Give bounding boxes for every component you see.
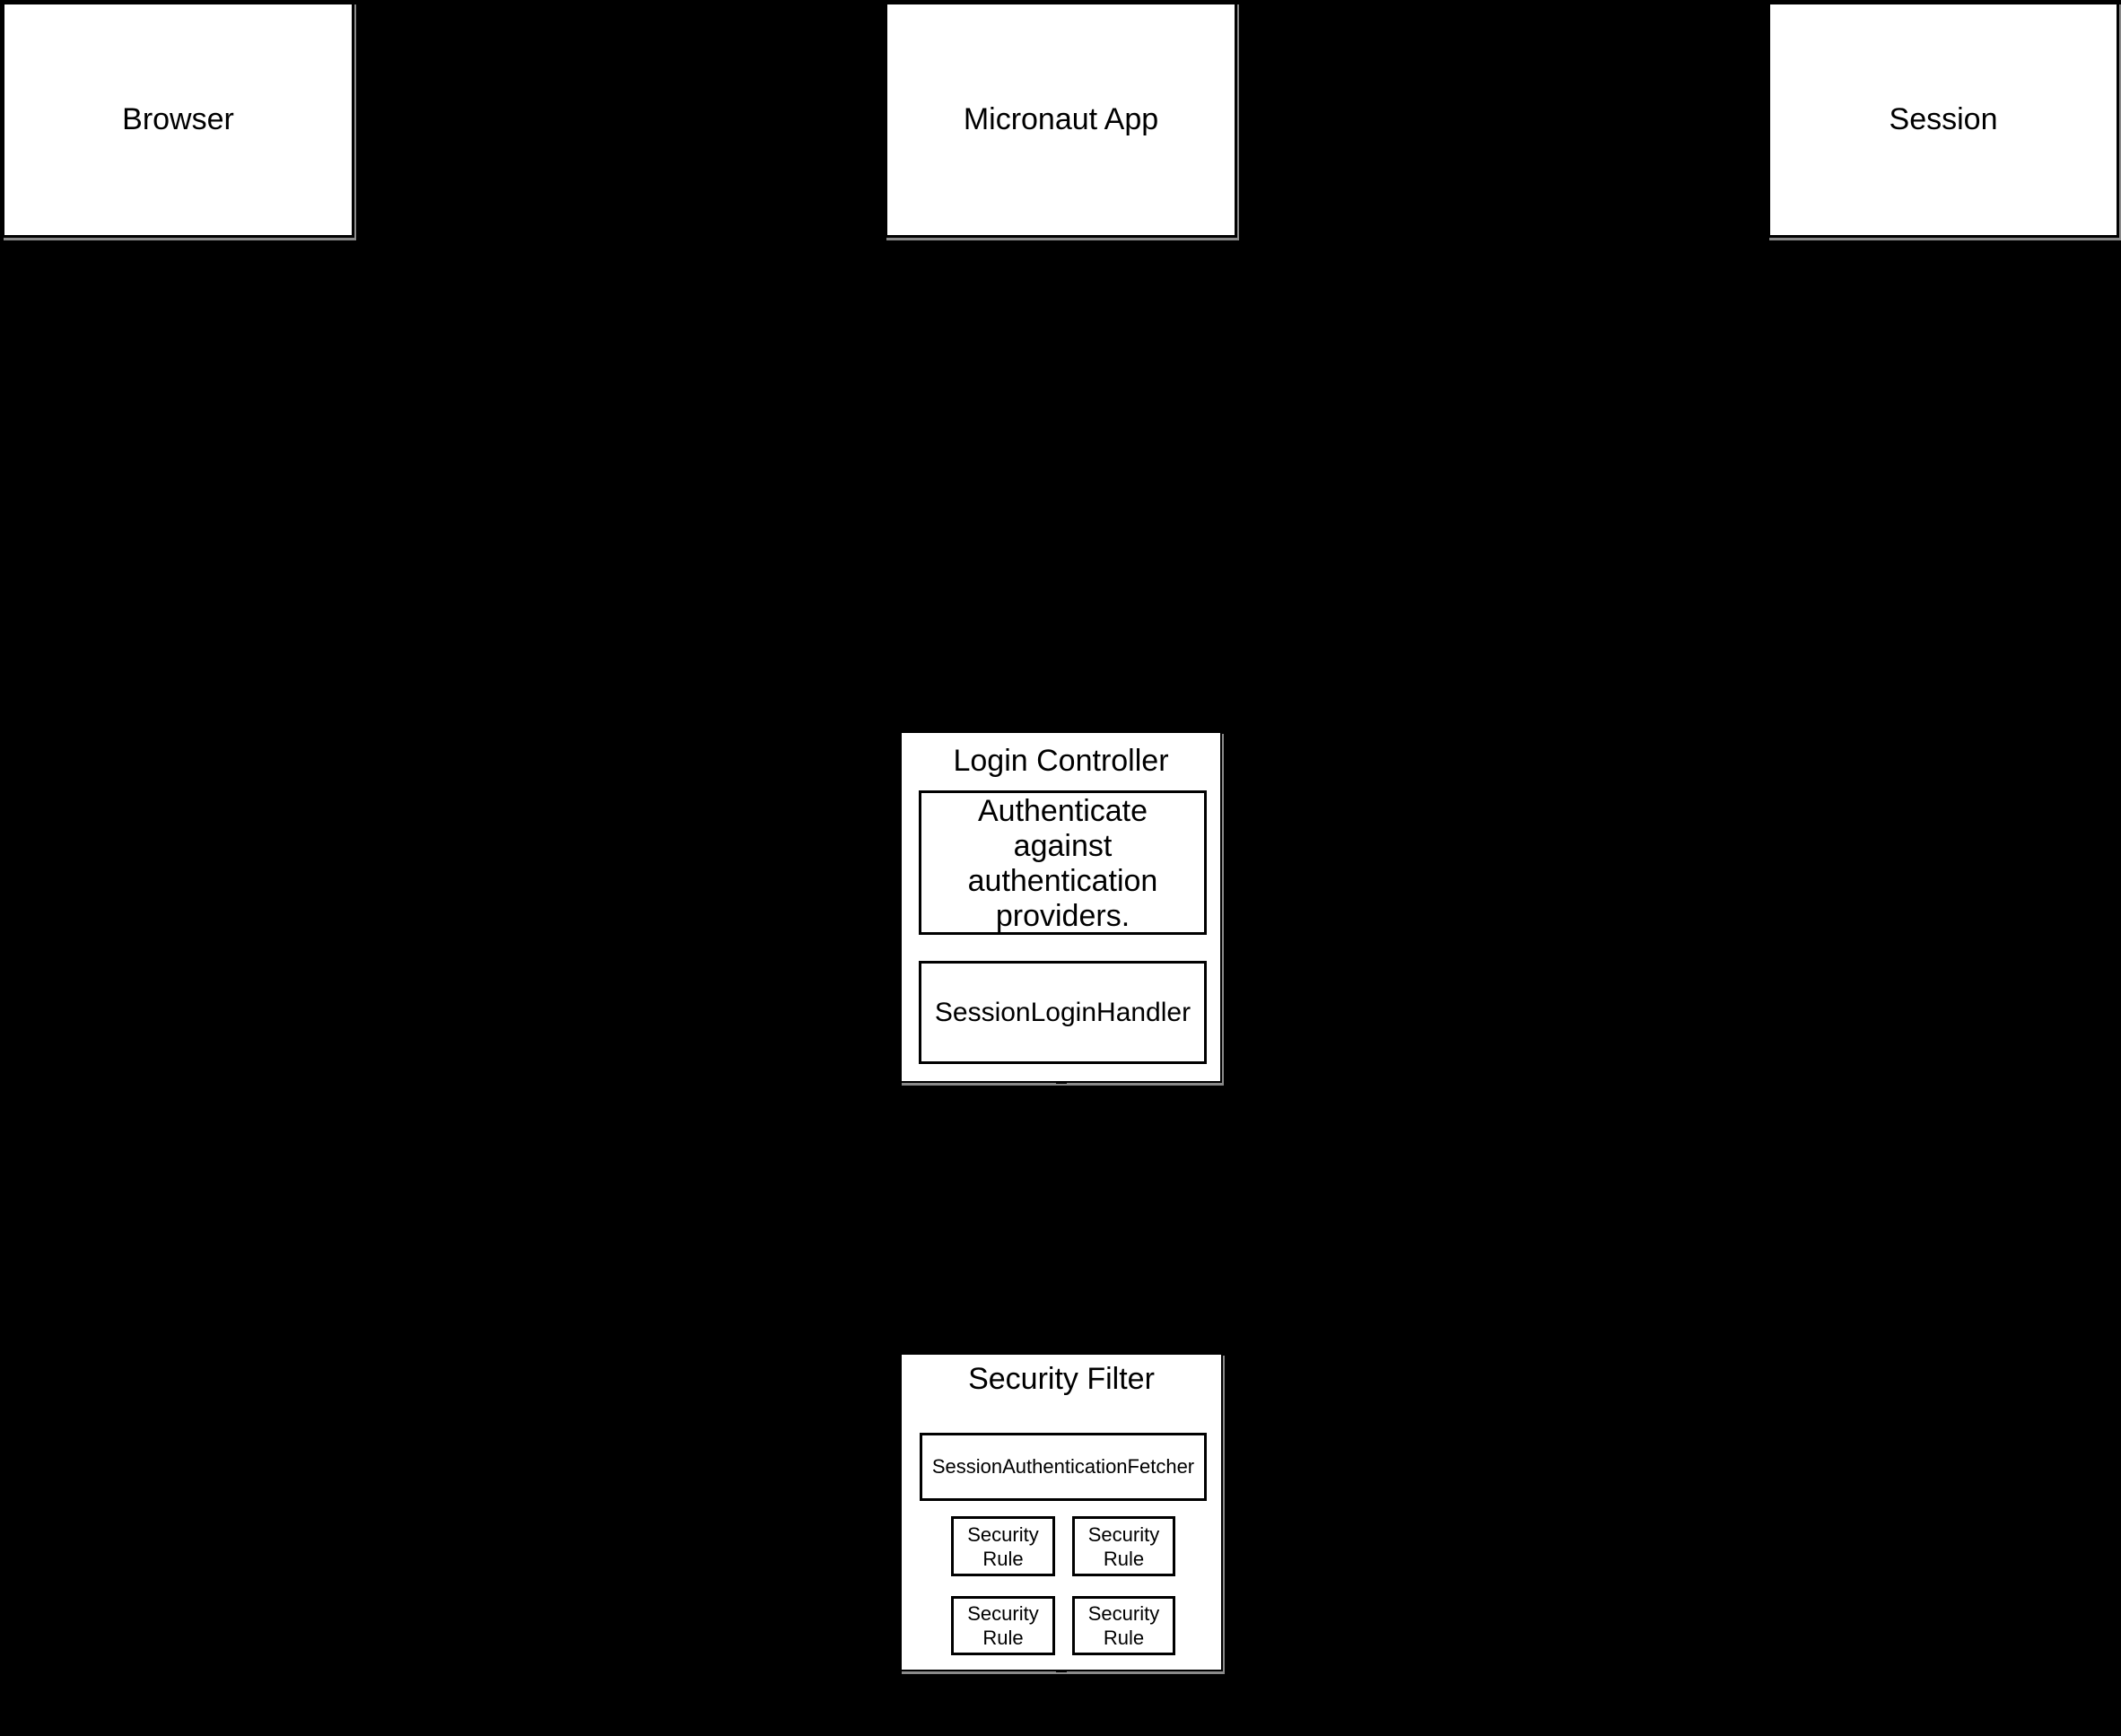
participant-micronaut-app-label: Micronaut App [963,102,1159,136]
participant-browser-label: Browser [122,102,234,136]
security-filter-group [900,1353,1223,1671]
security-rule-box [1072,1516,1175,1576]
session-login-handler-label: SessionLoginHandler [934,997,1191,1027]
security-rule-box [1072,1596,1175,1655]
security-rule-label: Security Rule [967,1522,1039,1570]
security-rule-label: Security Rule [1087,1522,1160,1570]
participant-browser [2,2,354,238]
participant-session-label: Session [1889,102,1998,136]
security-filter-title: Security Filter [968,1362,1155,1396]
security-rule-label: Security Rule [967,1602,1039,1649]
login-controller-title: Login Controller [953,744,1169,778]
session-login-handler-box [919,961,1207,1064]
login-controller-group [900,731,1222,1083]
session-authentication-fetcher-label: SessionAuthenticationFetcher [931,1455,1195,1478]
session-authentication-fetcher-box [920,1433,1207,1501]
security-rule-box [951,1596,1055,1655]
authenticate-note-text: Authenticate against authentication providers. [967,794,1158,933]
security-rule-box [951,1516,1055,1576]
authenticate-note-box [919,790,1207,935]
security-rule-label: Security Rule [1087,1602,1160,1649]
participant-micronaut-app [885,2,1237,238]
participant-session [1768,2,2119,238]
